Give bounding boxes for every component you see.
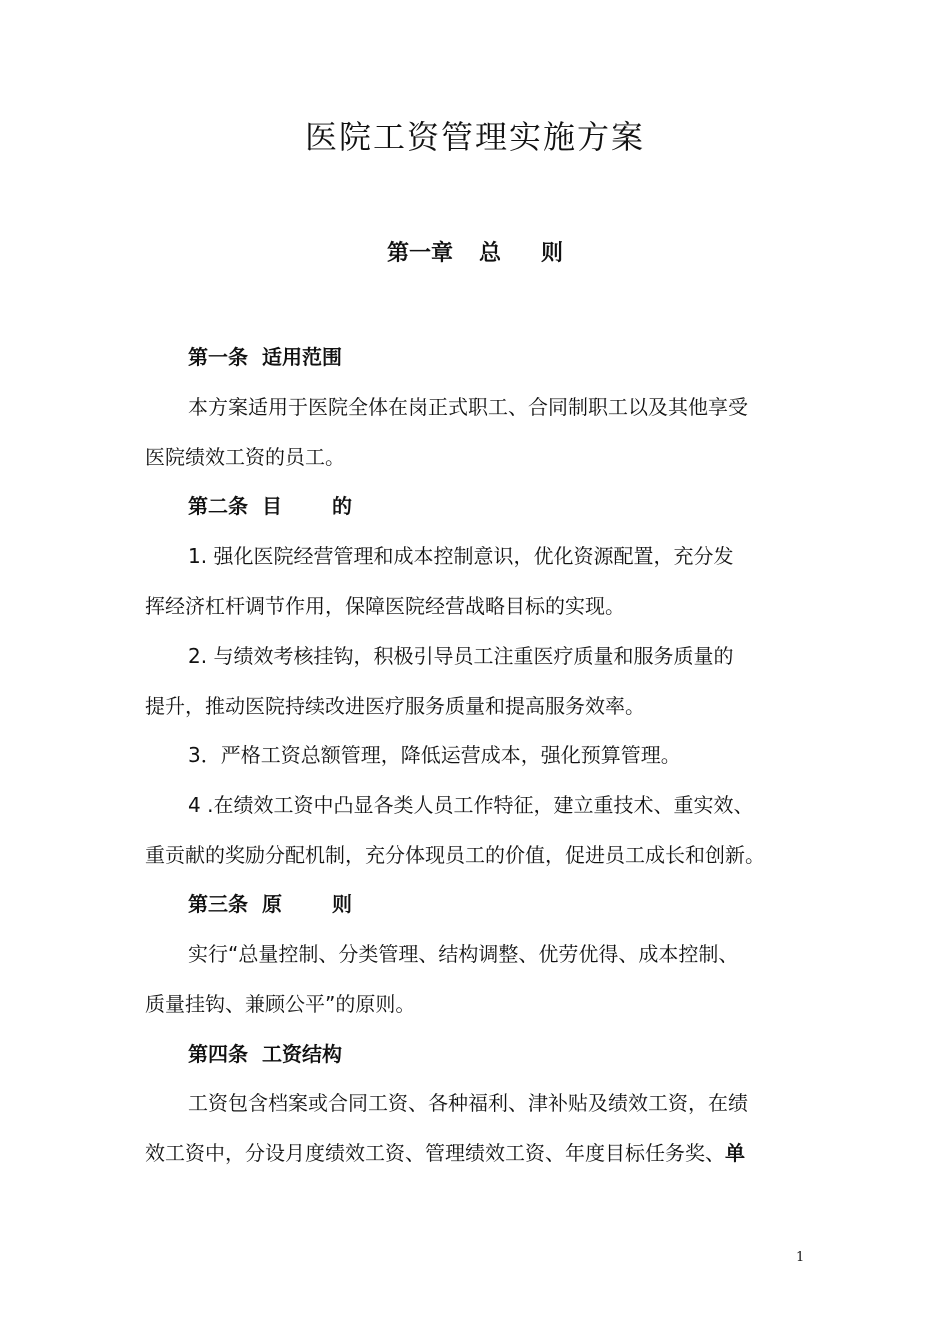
article-4-number: 第四条 <box>188 1042 248 1066</box>
article-3-heading <box>188 889 853 919</box>
article-2-item-line: 重贡献的奖励分配机制，充分体现员工的价值，促进员工成长和创新。 <box>145 843 765 867</box>
article-1-body-line: 医院绩效工资的员工。 <box>145 445 345 469</box>
chapter-word-2: 则 <box>541 241 564 266</box>
article-2-name-1: 目 <box>262 494 282 518</box>
page-number: 1 <box>796 1250 805 1265</box>
article-2-heading <box>188 491 853 521</box>
article-1-heading <box>188 342 853 372</box>
article-3-body-line: 实行“总量控制、分类管理、结构调整、优劳优得、成本控制、 <box>188 942 739 966</box>
article-4-name: 工资结构 <box>262 1042 342 1066</box>
chapter-label: 第一章 <box>386 241 453 266</box>
article-4-body-line <box>145 1138 810 1168</box>
article-2-name-2: 的 <box>332 494 352 518</box>
article-2-item-line: 1. 强化医院经营管理和成本控制意识，优化资源配置，充分发 <box>188 544 734 568</box>
article-4-heading <box>188 1039 853 1069</box>
document-title: 医院工资管理实施方案 <box>304 118 645 156</box>
chapter-heading <box>0 236 950 267</box>
article-3-number: 第三条 <box>188 892 248 916</box>
article-3-body-line: 质量挂钩、兼顾公平”的原则。 <box>145 992 416 1016</box>
article-4-bold-tail: 单 <box>725 1141 745 1165</box>
article-3-name-1: 原 <box>262 892 282 916</box>
article-1-name: 适用范围 <box>262 345 342 369</box>
chapter-word-1: 总 <box>478 241 501 266</box>
article-2-number: 第二条 <box>188 494 248 518</box>
article-4-body-text: 效工资中，分设月度绩效工资、管理绩效工资、年度目标任务奖、 <box>145 1141 725 1165</box>
article-1-body-line: 本方案适用于医院全体在岗正式职工、合同制职工以及其他享受 <box>188 395 748 419</box>
article-1-number: 第一条 <box>188 345 248 369</box>
article-2-item-line: 2. 与绩效考核挂钩，积极引导员工注重医疗质量和服务质量的 <box>188 644 734 668</box>
article-2-item-line: 3．严格工资总额管理，降低运营成本，强化预算管理。 <box>188 743 681 767</box>
article-3-name-2: 则 <box>332 892 352 916</box>
article-2-item-line: 提升，推动医院持续改进医疗服务质量和提高服务效率。 <box>145 694 645 718</box>
article-2-item-line: 挥经济杠杆调节作用，保障医院经营战略目标的实现。 <box>145 594 625 618</box>
article-4-body-line: 工资包含档案或合同工资、各种福利、津补贴及绩效工资，在绩 <box>188 1091 748 1115</box>
article-2-item-line: 4 .在绩效工资中凸显各类人员工作特征，建立重技术、重实效、 <box>188 793 754 817</box>
